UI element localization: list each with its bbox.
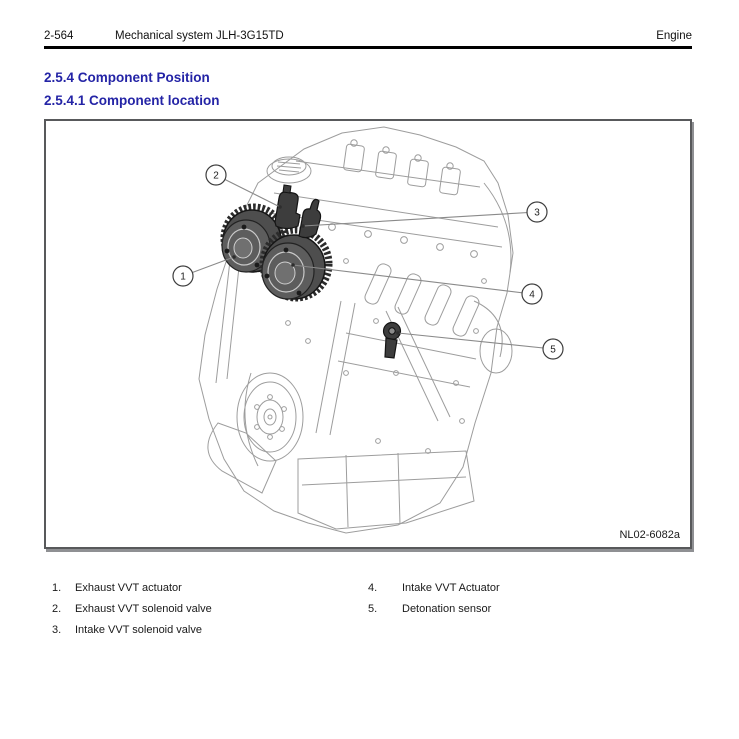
intake-vvt-actuator bbox=[262, 230, 329, 299]
callout-number: 2 bbox=[213, 170, 219, 182]
callout-leader-line bbox=[303, 212, 537, 226]
legend-column-left bbox=[52, 578, 212, 641]
legend-item-number: 1. bbox=[52, 582, 62, 594]
callout-number: 3 bbox=[534, 207, 540, 219]
legend-item-label: Detonation sensor bbox=[402, 603, 492, 615]
callout-target-dot bbox=[278, 205, 282, 209]
header-page-number: 2-564 bbox=[44, 30, 74, 42]
header-rule bbox=[44, 46, 692, 49]
header-section: Engine bbox=[656, 30, 692, 42]
section-heading: 2.5.4 Component Position bbox=[44, 70, 210, 85]
subsection-heading: 2.5.4.1 Component location bbox=[44, 93, 220, 108]
intake-vvt-solenoid-valve bbox=[299, 199, 321, 237]
component-location-figure bbox=[44, 119, 692, 549]
callout-target-dot bbox=[301, 224, 305, 228]
legend-item-number: 4. bbox=[368, 582, 378, 594]
legend-item-number: 5. bbox=[368, 603, 378, 615]
legend-item-number: 2. bbox=[52, 603, 62, 615]
callout-target-dot bbox=[291, 263, 295, 267]
legend-item-number: 3. bbox=[52, 624, 62, 636]
legend-item bbox=[52, 578, 212, 599]
callout-leader-line bbox=[398, 333, 553, 349]
callout-number: 4 bbox=[529, 289, 535, 301]
callout-number: 1 bbox=[180, 271, 186, 283]
legend-item-label: Exhaust VVT actuator bbox=[75, 582, 182, 594]
legend-item-label: Intake VVT Actuator bbox=[402, 582, 500, 594]
engine-diagram bbox=[46, 121, 690, 547]
legend-item bbox=[52, 599, 212, 620]
callout-target-dot bbox=[232, 255, 236, 259]
legend-item bbox=[52, 620, 212, 641]
legend-item bbox=[368, 599, 500, 620]
callout-number: 5 bbox=[550, 344, 556, 356]
header-title: Mechanical system JLH-3G15TD bbox=[115, 30, 284, 42]
figure-code-label: NL02-6082a bbox=[619, 529, 680, 541]
callout-target-dot bbox=[396, 331, 400, 335]
engine-line-art bbox=[199, 127, 513, 533]
legend-item-label: Intake VVT solenoid valve bbox=[75, 624, 202, 636]
legend-item-label: Exhaust VVT solenoid valve bbox=[75, 603, 212, 615]
detonation-sensor bbox=[384, 323, 401, 359]
legend-item bbox=[368, 578, 500, 599]
legend-column-right bbox=[368, 578, 500, 620]
